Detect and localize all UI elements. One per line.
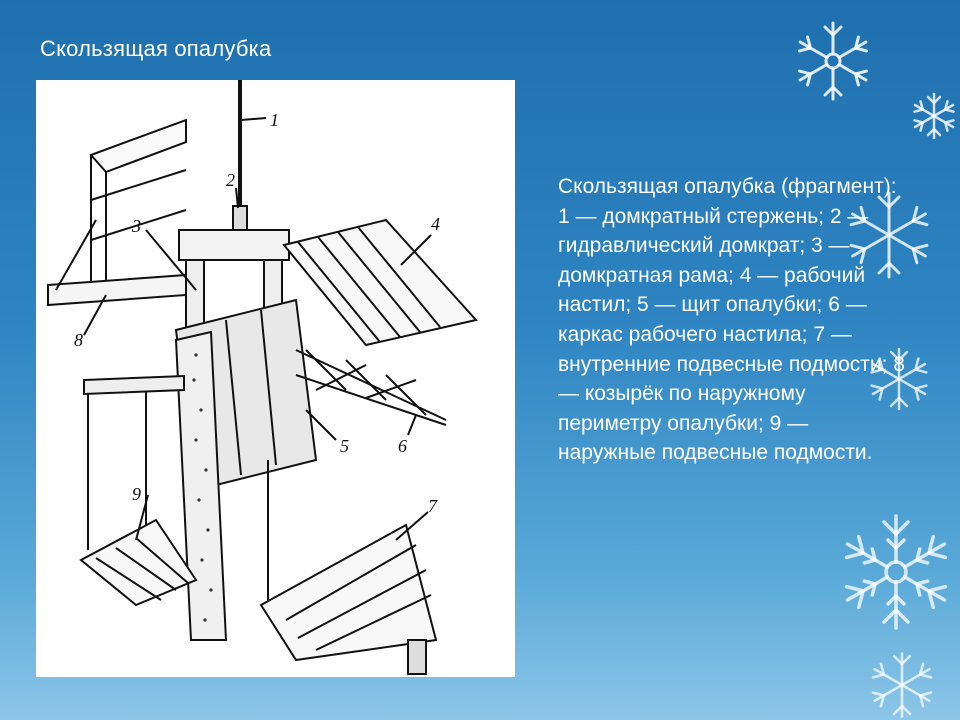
snowflake-icon [844,190,934,280]
snowflake-icon [866,346,932,412]
snowflake-icon [790,18,876,104]
snowflake-icon [836,512,956,632]
label-4: 4 [431,214,440,234]
label-8: 8 [74,330,83,350]
figure-caption: Скользящая опалубка (фрагмент): 1 — домкратный стержень; 2 — гидравлический домкрат; 3 — домкратная рама; 4 — рабочий настил; 5 — щит опалубки; 6 — каркас рабочего настила; 7 — внутренние подвесные подмости; 8 — козырёк по наружному периметру опалубки; 9 — наружные подвесные подмости. [558,175,905,465]
label-1: 1 [270,110,279,130]
snowflake-icon [910,92,958,140]
label-6: 6 [398,436,407,456]
slipform-drawing [36,80,515,677]
label-2: 2 [226,170,235,190]
label-9: 9 [132,484,141,504]
snowflake-icon [862,650,942,720]
figure-panel [36,80,515,677]
slide-title: Скользящая опалубка [40,36,272,61]
label-3: 3 [132,216,141,236]
label-7: 7 [428,496,437,516]
label-5: 5 [340,436,349,456]
